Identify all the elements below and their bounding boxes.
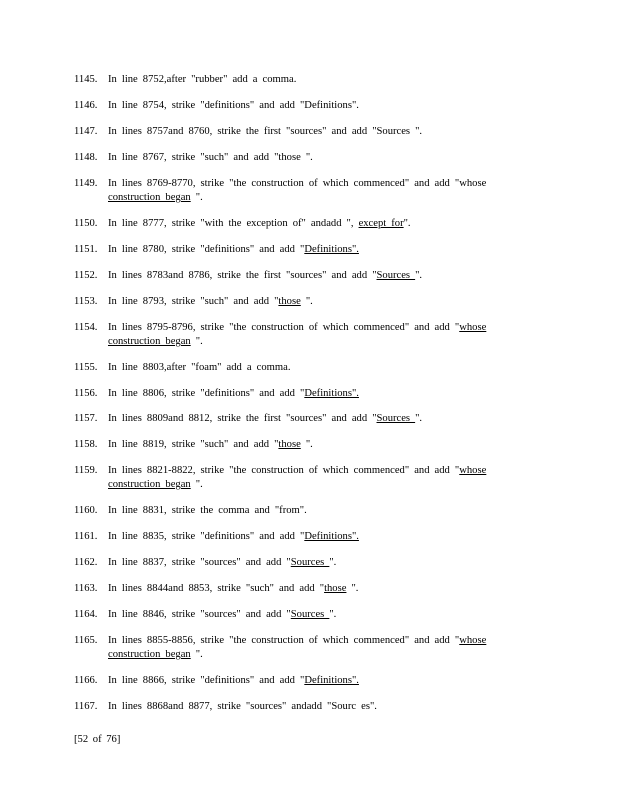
amendment-text: [108, 269, 534, 283]
amendment-number: 1152.: [74, 270, 98, 281]
amendment-text: [108, 295, 534, 309]
amendment-item: [74, 125, 534, 139]
underlined-insertion: Definitions".: [304, 675, 359, 686]
amendment-text: [108, 634, 534, 662]
amendment-text-segment: In line 8831, strike the comma and "from".: [108, 505, 307, 516]
underlined-insertion: Definitions".: [304, 531, 359, 542]
amendment-text-segment: In line 8837, strike "sources" and add ": [108, 557, 291, 568]
underlined-insertion: those: [324, 583, 347, 594]
amendment-text: [108, 321, 534, 349]
amendment-item: [74, 387, 534, 401]
amendment-text: [108, 243, 534, 257]
amendment-text: [108, 125, 534, 139]
amendment-item: [74, 151, 534, 165]
amendment-text-segment: ".: [346, 583, 359, 594]
amendment-item: [74, 243, 534, 257]
amendment-text: [108, 464, 534, 492]
amendment-number: 1146.: [74, 100, 98, 111]
amendment-item: [74, 321, 534, 349]
underlined-insertion: Sources: [290, 557, 330, 568]
amendment-number: 1165.: [74, 635, 98, 646]
amendment-item: [74, 634, 534, 662]
amendment-text-segment: ".: [190, 479, 203, 490]
amendment-text-segment: ".: [329, 609, 337, 620]
underlined-insertion: whose construction began: [108, 635, 487, 660]
amendment-text-segment: In lines 8821-8822, strike "the construction of which commenced" and add ": [108, 465, 460, 476]
amendment-text: [108, 530, 534, 544]
amendment-text-segment: In lines 8795-8796, strike "the construction of which commenced" and add ": [108, 322, 460, 333]
amendment-text-segment: In lines 8809and 8812, strike the first "sources" and add ": [108, 413, 377, 424]
amendment-item: [74, 73, 534, 87]
amendment-text-segment: ".: [329, 557, 337, 568]
underlined-insertion: Sources: [376, 413, 416, 424]
amendment-text: [108, 504, 534, 518]
amendment-number: 1155.: [74, 362, 98, 373]
amendment-text-segment: ".: [415, 413, 423, 424]
amendment-number: 1148.: [74, 152, 98, 163]
amendment-text-segment: In lines 8855-8856, strike "the construction of which commenced" and add ": [108, 635, 460, 646]
amendment-text-segment: In line 8777, strike "with the exception of" andadd ",: [108, 218, 359, 229]
amendment-text-segment: In line 8835, strike "definitions" and add ": [108, 531, 305, 542]
amendment-number: 1154.: [74, 322, 98, 333]
underlined-insertion: except for: [358, 218, 404, 229]
amendment-text: [108, 361, 534, 375]
amendment-text: [108, 438, 534, 452]
amendment-item: [74, 412, 534, 426]
amendment-number: 1149.: [74, 178, 98, 189]
amendment-text-segment: In lines 8844and 8853, strike "such" and add ": [108, 583, 325, 594]
amendment-text-segment: In lines 8757and 8760, strike the first "sources" and add "Sources ".: [108, 126, 423, 137]
amendment-item: [74, 556, 534, 570]
amendment-text-segment: ".: [415, 270, 423, 281]
amendment-text-segment: In line 8780, strike "definitions" and add ": [108, 244, 305, 255]
amendment-item: [74, 177, 534, 205]
amendment-text: [108, 674, 534, 688]
amendment-text-segment: In lines 8769-8770, strike "the construction of which commenced" and add "whose: [108, 178, 487, 189]
amendment-text-segment: In line 8846, strike "sources" and add ": [108, 609, 291, 620]
amendment-number: 1156.: [74, 388, 98, 399]
underlined-insertion: Definitions".: [304, 244, 359, 255]
amendment-text-segment: ".: [190, 192, 203, 203]
amendment-number: 1153.: [74, 296, 98, 307]
amendment-item: [74, 361, 534, 375]
amendment-text: [108, 412, 534, 426]
amendment-number: 1162.: [74, 557, 98, 568]
amendment-text-segment: In line 8806, strike "definitions" and add ": [108, 388, 305, 399]
amendment-number: 1164.: [74, 609, 98, 620]
amendment-number: 1160.: [74, 505, 98, 516]
amendment-number: 1166.: [74, 675, 98, 686]
amendment-text: [108, 177, 534, 205]
amendment-text-segment: ".: [300, 439, 313, 450]
amendment-item: [74, 269, 534, 283]
amendment-text-segment: In line 8819, strike "such" and add ": [108, 439, 279, 450]
underlined-insertion: those: [278, 296, 301, 307]
amendment-text-segment: ".: [190, 649, 203, 660]
amendment-text-segment: In line 8752,after "rubber" add a comma.: [108, 74, 297, 85]
amendment-number: 1159.: [74, 465, 98, 476]
amendment-text: [108, 217, 534, 231]
underlined-insertion: Sources: [376, 270, 416, 281]
amendment-text: [108, 387, 534, 401]
amendment-text-segment: In lines 8868and 8877, strike "sources" andadd "Sourc es".: [108, 701, 377, 712]
underlined-insertion: Definitions".: [304, 388, 359, 399]
amendment-text-segment: ".: [403, 218, 411, 229]
underlined-insertion: construction began: [108, 192, 191, 203]
amendment-text: [108, 556, 534, 570]
amendment-text-segment: In lines 8783and 8786, strike the first "sources" and add ": [108, 270, 377, 281]
amendment-item: [74, 530, 534, 544]
amendment-text: [108, 151, 534, 165]
amendment-text: [108, 99, 534, 113]
underlined-insertion: whose construction began: [108, 465, 487, 490]
amendment-text-segment: In line 8803,after "foam" add a comma.: [108, 362, 291, 373]
amendment-number: 1151.: [74, 244, 98, 255]
amendment-number: 1161.: [74, 531, 98, 542]
underlined-insertion: Sources: [290, 609, 330, 620]
page-number-footer: [52 of 76]: [74, 734, 121, 745]
amendment-number: 1157.: [74, 413, 98, 424]
amendment-item: [74, 504, 534, 518]
amendment-text: [108, 582, 534, 596]
amendment-number: 1147.: [74, 126, 98, 137]
amendment-item: [74, 295, 534, 309]
amendment-item: [74, 99, 534, 113]
amendment-text: [108, 700, 534, 714]
amendment-number: 1163.: [74, 583, 98, 594]
amendment-item: [74, 582, 534, 596]
amendment-text: [108, 73, 534, 87]
amendment-item: [74, 608, 534, 622]
amendment-text-segment: ".: [300, 296, 313, 307]
amendment-number: 1158.: [74, 439, 98, 450]
underlined-insertion: whose construction began: [108, 322, 487, 347]
amendment-text: [108, 608, 534, 622]
amendment-item: [74, 674, 534, 688]
amendment-text-segment: ".: [190, 336, 203, 347]
amendment-text-segment: In line 8866, strike "definitions" and add ": [108, 675, 305, 686]
amendment-number: 1167.: [74, 701, 98, 712]
amendment-number: 1145.: [74, 74, 98, 85]
amendment-text-segment: In line 8754, strike "definitions" and add "Definitions".: [108, 100, 359, 111]
amendment-number: 1150.: [74, 218, 98, 229]
amendment-item: [74, 438, 534, 452]
amendment-item: [74, 464, 534, 492]
amendment-text-segment: In line 8793, strike "such" and add ": [108, 296, 279, 307]
amendment-item: [74, 217, 534, 231]
amendment-text-segment: In line 8767, strike "such" and add "those ".: [108, 152, 313, 163]
underlined-insertion: those: [278, 439, 301, 450]
amendment-item: [74, 700, 534, 714]
